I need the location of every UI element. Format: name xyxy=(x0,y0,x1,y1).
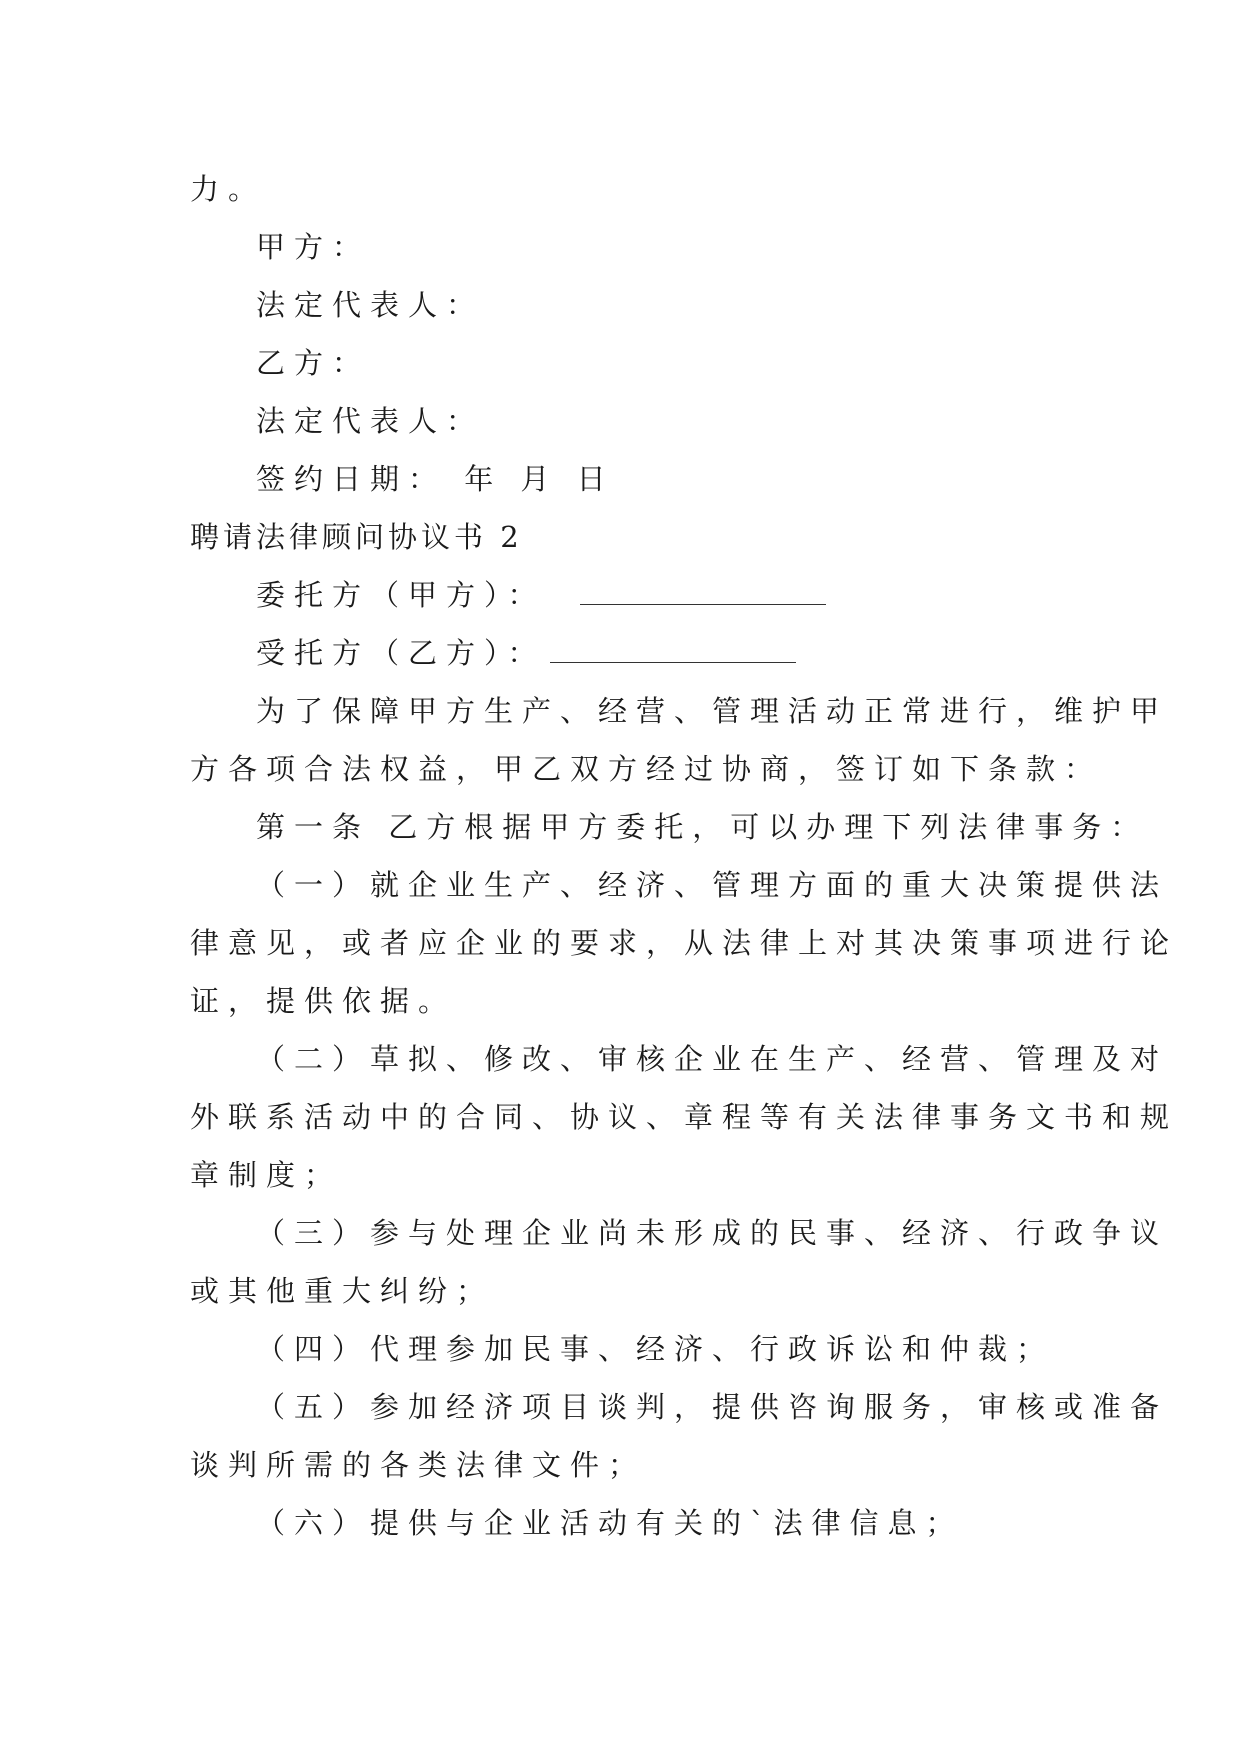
agreement-title: 聘请法律顾问协议书 2 xyxy=(190,520,523,554)
clause-line: 律意见，或者应企业的要求，从法律上对其决策事项进行论 xyxy=(190,926,1179,960)
clause-line: （五）参加经济项目谈判，提供咨询服务，审核或准备 xyxy=(256,1390,1169,1424)
text-line: 方各项合法权益，甲乙双方经过协商，签订如下条款： xyxy=(190,752,1103,786)
entrusting-party-blank xyxy=(580,582,826,605)
clause-line: （三）参与处理企业尚未形成的民事、经济、行政争议 xyxy=(256,1216,1169,1250)
clause-line: 或其他重大纠纷； xyxy=(190,1274,495,1308)
signing-date-label: 签约日期： 年 月 日 xyxy=(256,462,615,496)
entrusting-party-label: 委托方（甲方）： xyxy=(256,578,546,612)
clause-line: 外联系活动中的合同、协议、章程等有关法律事务文书和规 xyxy=(190,1100,1179,1134)
party-a-label: 甲方： xyxy=(256,230,371,264)
entrusting-party-line xyxy=(190,566,1052,624)
party-b-label: 乙方： xyxy=(256,346,371,380)
text-line: 力。 xyxy=(190,172,267,206)
clause-line: （四）代理参加民事、经济、行政诉讼和仲裁； xyxy=(256,1332,1055,1366)
entrusted-party-blank xyxy=(550,640,796,663)
clause-line: （二）草拟、修改、审核企业在生产、经营、管理及对 xyxy=(256,1042,1169,1076)
entrusted-party-line xyxy=(190,624,1052,682)
article-one-heading: 第一条 乙方根据甲方委托，可以办理下列法律事务： xyxy=(256,810,1149,844)
document-page xyxy=(190,160,1179,1552)
clause-line: 章制度； xyxy=(190,1158,343,1192)
party-b-representative-label: 法定代表人： xyxy=(256,404,485,438)
entrusted-party-label: 受托方（乙方）： xyxy=(256,636,546,670)
text-line: 为了保障甲方生产、经营、管理活动正常进行，维护甲 xyxy=(256,694,1169,728)
clause-line: 谈判所需的各类法律文件； xyxy=(190,1448,647,1482)
clause-line: 证，提供依据。 xyxy=(190,984,457,1018)
clause-line: （六）提供与企业活动有关的`法律信息； xyxy=(256,1506,964,1540)
party-a-representative-label: 法定代表人： xyxy=(256,288,485,322)
clause-line: （一）就企业生产、经济、管理方面的重大决策提供法 xyxy=(256,868,1169,902)
